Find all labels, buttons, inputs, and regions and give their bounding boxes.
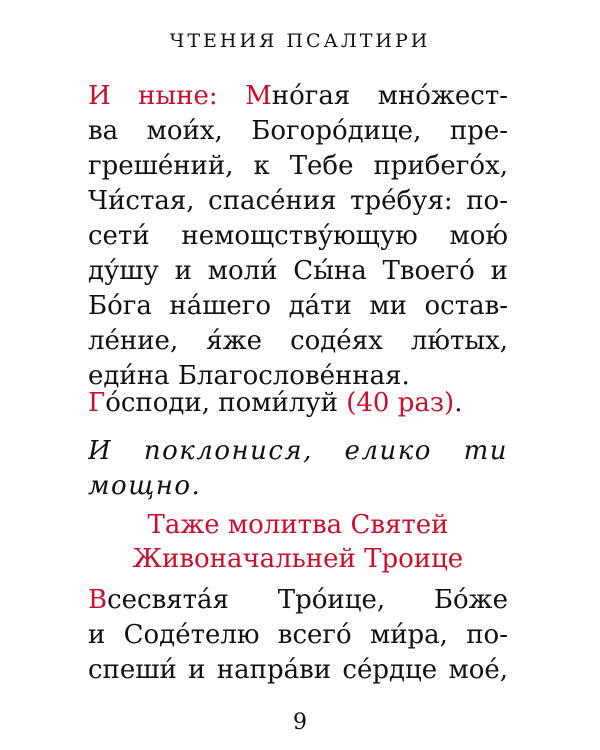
text-line: И поклонися, елико ти [88, 436, 508, 466]
red-initial: Г [88, 388, 106, 418]
text-line: ва мои́х, Богоро́дице, пре- [88, 116, 508, 146]
text-line: и Соде́телю всего́ ми́ра, по- [88, 620, 508, 650]
red-initial: И ныне: М [88, 81, 272, 111]
red-initial: В [88, 585, 108, 615]
rubric-instruction [88, 434, 508, 504]
lord-have-mercy-line [88, 386, 508, 421]
text-line: сети́ немощству́ющую мою́ [88, 221, 508, 251]
text-line: Чи́стая, спасе́ния тре́буя: по- [88, 186, 508, 216]
page-number: 9 [293, 710, 307, 735]
heading-line: Таже молитва Святей [147, 510, 449, 540]
prayer-paragraph-trinity [88, 583, 508, 688]
running-head: ЧТЕНИЯ ПСАЛТИРИ [169, 30, 431, 52]
text-line: ле́ние, я́же соде́ях лю́тых, [88, 326, 508, 356]
heading-line: Живоначальней Троице [132, 544, 464, 574]
text-line: еди́на Благослове́нная. [88, 361, 410, 391]
text-line: спеши́ и напра́ви се́рдце мое́, [88, 655, 508, 685]
text-line: мощно. [88, 471, 202, 501]
text-line: Бо́га на́шего да́ти ми остав- [88, 291, 508, 321]
repeat-count: (40 раз) [346, 388, 455, 418]
section-heading [88, 508, 508, 576]
text-line: ду́шу и моли́ Сы́на Твоего́ и [88, 256, 508, 286]
text-line: И ныне: Мно́гая мно́жест- [88, 81, 508, 111]
text-line: Всесвята́я Тро́ице, Бо́же [88, 585, 508, 615]
text-line: греше́ний, к Тебе прибего́х, [88, 151, 508, 181]
text-line: Го́споди, поми́луй (40 раз). [88, 388, 463, 418]
prayer-paragraph-theotokion [88, 79, 508, 394]
